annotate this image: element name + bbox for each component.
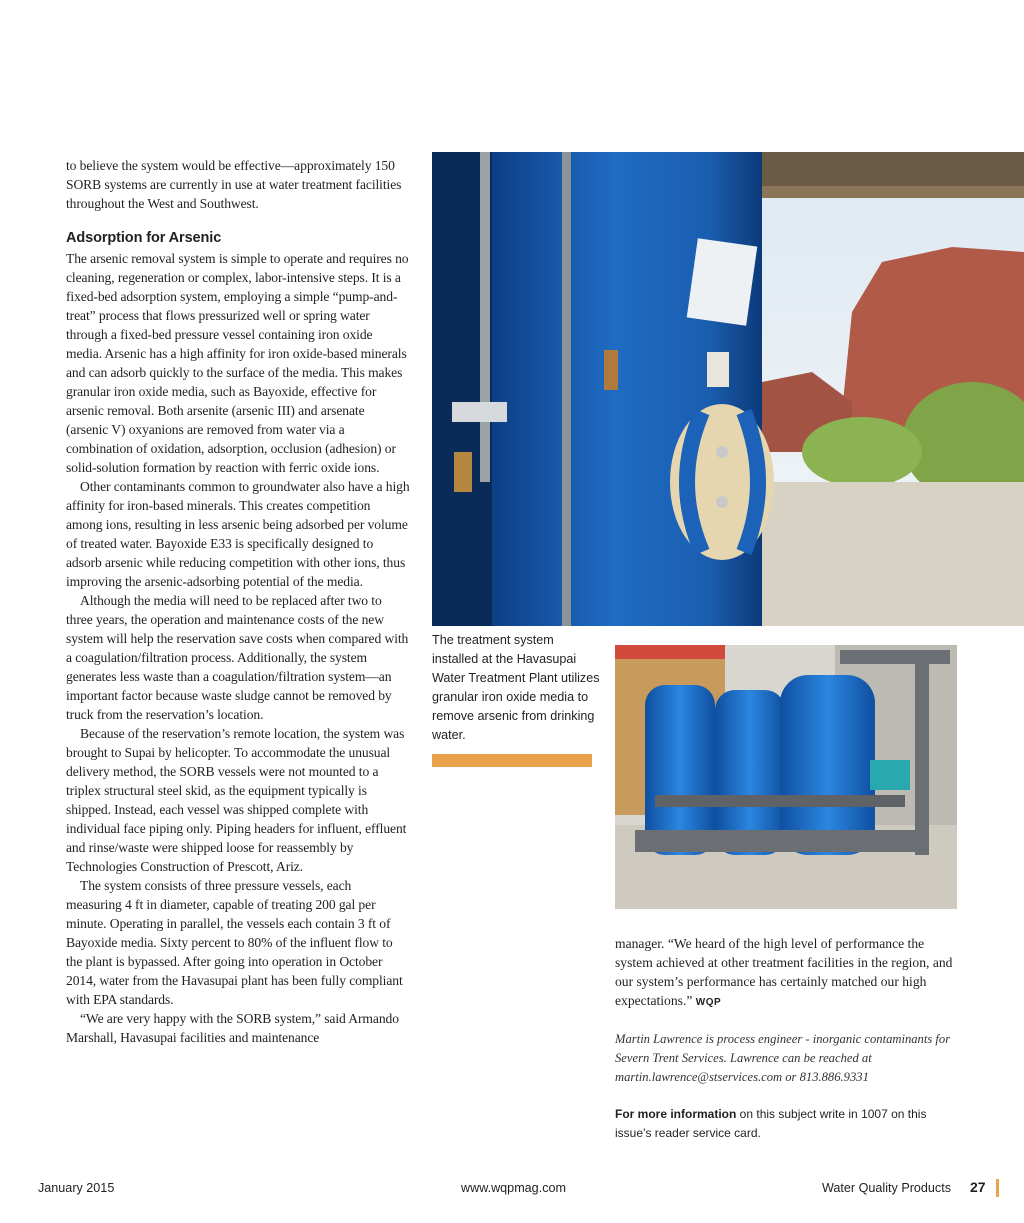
more-info-label: For more information (615, 1107, 737, 1121)
more-information (615, 1105, 960, 1143)
paragraph-1: The arsenic removal system is simple to operate and requires no cleaning, regeneration or complex, labor-intensive steps. It is a fixed-bed adsorption system, employing a simple “pump-and-treat” process that flows pressurized well or spring water through a fixed-bed pressure vessel containing iron oxide media. Arsenic has a high affinity for iron oxide-based minerals and can adsorb quickly to the surface of the media. This makes granular iron oxide media, such as Bayoxide, effective for arsenic removal. Both arsenite (arsenic III) and arsenate (arsenic V) oxyanions are removed from water via a combination of oxidation, adsorption, occlusion (adhesion) or solid-solution formation by reaction with ferric oxide ions. (66, 251, 409, 475)
paragraph-4: Because of the reservation’s remote location, the system was brought to Supai by helicopter. To accommodate the unusual delivery method, the SORB vessels were not mounted to a triplex structural steel skid, as the equipment typically is shipped. Instead, each vessel was shipped complete with individual face piping only. Piping headers for influent, effluent and rinse/waste were shipped loose for reassembly by Technologies Construction of Prescott, Ariz. (66, 726, 407, 874)
paragraph-5: The system consists of three pressure vessels, each measuring 4 ft in diameter, capable of treating 200 gal per minute. Operating in parallel, the vessels each contain 3 ft of Bayoxide media. Sixty percent to 80% of the influent flow to the plant is bypassed. After going into operation in October 2014, water from the Havasupai plant has been fully compliant with EPA standards. (66, 878, 403, 1007)
page-number: 27 (970, 1179, 986, 1195)
paragraph-6: “We are very happy with the SORB system,” said Armando Marshall, Havasupai facilities and maintenance (66, 1011, 399, 1045)
footer-date: January 2015 (38, 1181, 115, 1195)
article-right-column (615, 934, 960, 1012)
more-info-text: on this subject write in 1007 on this issue’s reader service card. (615, 1107, 927, 1140)
paragraph-2: Other contaminants common to groundwater also have a high affinity for iron-based minerals. This creates competition among ions, resulting in less arsenic being adsorbed per volume of treated water. Bayoxide E33 is specifically designed to adsorb arsenic while reducing competition with other ions, thus improving the arsenic-adsorbing potential of the media. (66, 479, 410, 589)
photo-treatment-vessel (432, 152, 1024, 626)
intro-paragraph: to believe the system would be effective—approximately 150 SORB systems are currently in use at water treatment facilities throughout the West and Southwest. (66, 158, 402, 211)
paragraph-7 (615, 934, 960, 1012)
page-footer (0, 1179, 1024, 1199)
footer-magazine: Water Quality Products (822, 1181, 952, 1195)
author-bio: Martin Lawrence is process engineer - inorganic contaminants for Severn Trent Services. Lawrence can be reached at martin.lawrence@stservices.com or 813.886.9331 (615, 1032, 951, 1084)
photo-vessel-array (615, 645, 957, 909)
section-heading: Adsorption for Arsenic (66, 230, 222, 246)
accent-bar (432, 754, 592, 767)
photo-caption: The treatment system installed at the Havasupai Water Treatment Plant utilizes granular iron oxide media to remove arsenic from drinking water. (432, 633, 600, 742)
paragraph-7-text: manager. “We heard of the high level of performance the system achieved at other treatment facilities in the region, and our system’s performance has certainly matched our high expectations.” (615, 936, 953, 1008)
article-left-column (66, 156, 410, 1047)
footer-url[interactable]: www.wqpmag.com (461, 1181, 566, 1195)
end-mark: WQP (695, 997, 722, 1008)
paragraph-3: Although the media will need to be replaced after two to three years, the operation and maintenance costs of the new system will help the reservation save costs when compared with a coagulation/filtration process. Additionally, the system generates less waste than a coagulation/filtration system—an important factor because waste sludge cannot be removed by truck from the reservation’s location. (66, 593, 409, 722)
footer-accent-bar (996, 1179, 999, 1197)
